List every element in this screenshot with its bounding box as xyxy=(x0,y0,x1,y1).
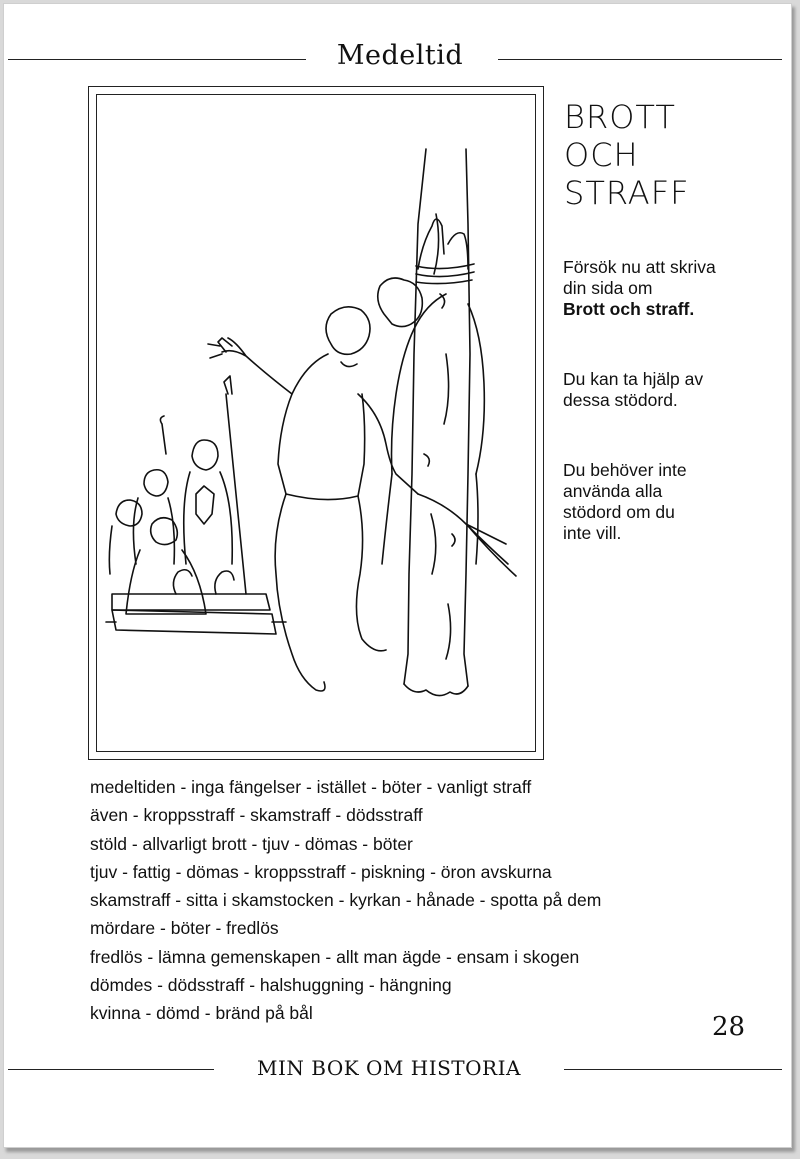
illustration-medieval-punishment-icon xyxy=(96,94,534,750)
main-title-line-3: STRAFF xyxy=(564,174,690,212)
keyword-line: skamstraff - sitta i skamstocken - kyrkan - hånade - spotta på dem xyxy=(90,890,602,911)
page-footer: MIN BOK OM HISTORIA xyxy=(257,1056,521,1080)
instruction-line: Du behöver inte xyxy=(563,460,687,480)
instruction-line: Du kan ta hjälp av xyxy=(563,369,704,389)
main-title xyxy=(564,98,690,212)
page-number: 28 xyxy=(712,1012,746,1042)
keyword-line: stöld - allvarligt brott - tjuv - dömas - böter xyxy=(90,833,413,854)
instruction-line: Försök nu att skriva xyxy=(563,257,716,277)
main-title-line-2: OCH xyxy=(564,136,639,174)
instruction-line: använda alla xyxy=(563,481,663,501)
instruction-paragraph-1 xyxy=(563,257,783,320)
keyword-line: tjuv - fattig - dömas - kroppsstraff - piskning - öron avskurna xyxy=(90,861,552,882)
keyword-line: mördare - böter - fredlös xyxy=(90,918,279,939)
instruction-bold-text: Brott och straff. xyxy=(563,299,695,319)
instruction-line: din sida om xyxy=(563,278,653,298)
instruction-paragraph-3 xyxy=(563,460,783,544)
instruction-paragraph-2 xyxy=(563,369,783,411)
main-title-line-1: BROTT xyxy=(564,98,676,136)
instruction-bold-line xyxy=(563,299,783,320)
keyword-line: kvinna - dömd - bränd på bål xyxy=(90,1003,313,1024)
page-header-title: Medeltid xyxy=(336,40,464,71)
keyword-list xyxy=(90,773,601,1028)
keyword-line: medeltiden - inga fängelser - istället - böter - vanligt straff xyxy=(90,777,532,797)
instruction-line: dessa stödord. xyxy=(563,390,678,410)
keyword-line: även - kroppsstraff - skamstraff - dödsstraff xyxy=(90,805,423,826)
instruction-line: inte vill. xyxy=(563,523,622,543)
instruction-line: stödord om du xyxy=(563,502,675,522)
keyword-line: dömdes - dödsstraff - halshuggning - hängning xyxy=(90,975,452,996)
keyword-line: fredlös - lämna gemenskapen - allt man ägde - ensam i skogen xyxy=(90,946,580,967)
